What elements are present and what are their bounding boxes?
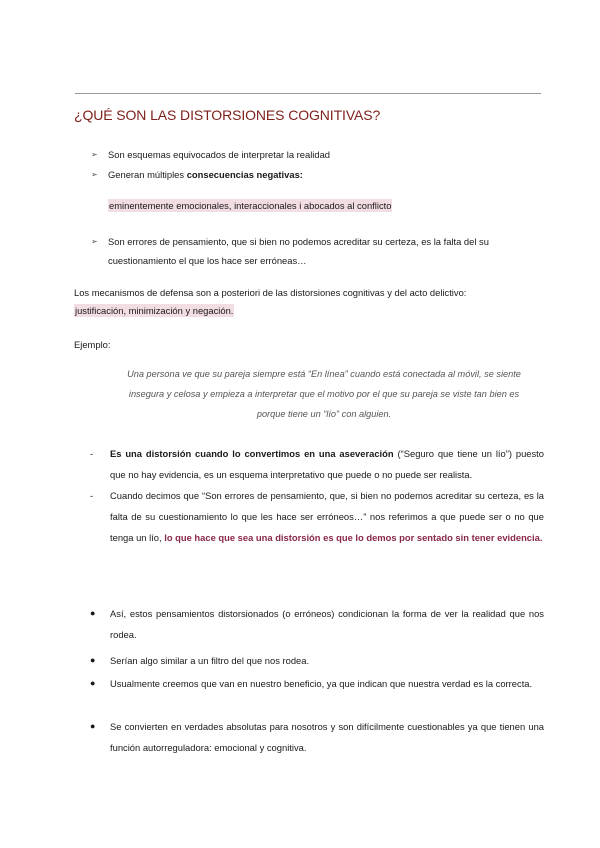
defense-paragraph-line1: Los mecanismos de defensa son a posteriori de las distorsiones cognitivas y del acto delictivo:	[74, 287, 467, 298]
dot-item-4: Se convierten en verdades absolutas para nosotros y son difícilmente cuestionables ya que tienen una función autorreguladora: emocional y cognitiva.	[110, 721, 544, 753]
bullet-item-2-bold: consecuencias negativas:	[186, 169, 303, 180]
example-label: Ejemplo:	[74, 339, 111, 350]
dash-item-2-text: Cuando decimos que “Son errores de pensamiento, que, si bien no podemos acreditar su certeza, es la falta de su cuestionamiento lo que les hace ser erróneos…” nos referimos a que puede ser o no que tenga un lío,	[110, 490, 544, 543]
page-title: ¿QUÉ SON LAS DISTORSIONES COGNITIVAS?	[74, 107, 381, 123]
arrow-bullet-icon: ➢	[91, 150, 98, 159]
defense-paragraph-line2	[74, 305, 234, 316]
dot-bullet-icon: ●	[90, 655, 96, 665]
dash-item-2	[110, 485, 544, 548]
bullet-item-1: Son esquemas equivocados de interpretar la realidad	[108, 149, 331, 160]
dash-item-2-accent: lo que hace que sea una distorsión es que lo demos por sentado sin tener evidencia.	[164, 532, 543, 543]
dot-bullet-icon: ●	[90, 721, 96, 731]
bullet-item-2	[108, 169, 303, 180]
example-line-3: porque tiene un “lío” con alguien.	[256, 409, 392, 419]
example-line-2: insegura y celosa y empieza a interpretar que el motivo por el que su pareja se viste tan bien es	[128, 389, 520, 399]
dot-bullet-icon: ●	[90, 608, 96, 618]
dash-item-1	[110, 443, 544, 485]
dash-bullet-icon: -	[90, 448, 94, 459]
arrow-bullet-icon: ➢	[91, 237, 98, 246]
dot-item-2: Serían algo similar a un filtro del que nos rodea.	[110, 655, 310, 666]
arrow-bullet-icon: ➢	[91, 170, 98, 179]
example-line-1: Una persona ve que su pareja siempre está “En línea” cuando está conectada al móvil, se siente	[127, 369, 521, 379]
bullet-item-2-text: Generan múltiples	[108, 169, 185, 180]
dot-item-1: Así, estos pensamientos distorsionados (o erróneos) condicionan la forma de ver la realidad que nos rodea.	[110, 608, 544, 640]
dot-bullet-icon: ●	[90, 678, 96, 688]
dash-item-1-text: (“Seguro que tiene un lío”) puesto que no hay evidencia, es un esquema interpretativo que puede o no puede ser realista.	[110, 448, 545, 480]
bullet-item-3-line1: Son errores de pensamiento, que si bien no podemos acreditar su certeza, es la falta del su	[108, 236, 489, 247]
dash-item-1-bold: Es una distorsión cuando lo convertimos en una aseveración	[110, 448, 394, 459]
highlighted-text: eminentemente emocionales, interaccionales i abocados al conflicto	[109, 200, 392, 211]
dot-item-3: Usualmente creemos que van en nuestro beneficio, ya que indican que nuestra verdad es la correcta.	[110, 678, 533, 689]
horizontal-rule	[75, 93, 541, 94]
bullet-item-3-line2: cuestionamiento el que los hace ser erróneas…	[108, 255, 307, 266]
highlight-line	[108, 200, 392, 211]
defense-highlight: justificación, minimización y negación.	[75, 305, 234, 316]
dash-bullet-icon: -	[90, 490, 94, 501]
